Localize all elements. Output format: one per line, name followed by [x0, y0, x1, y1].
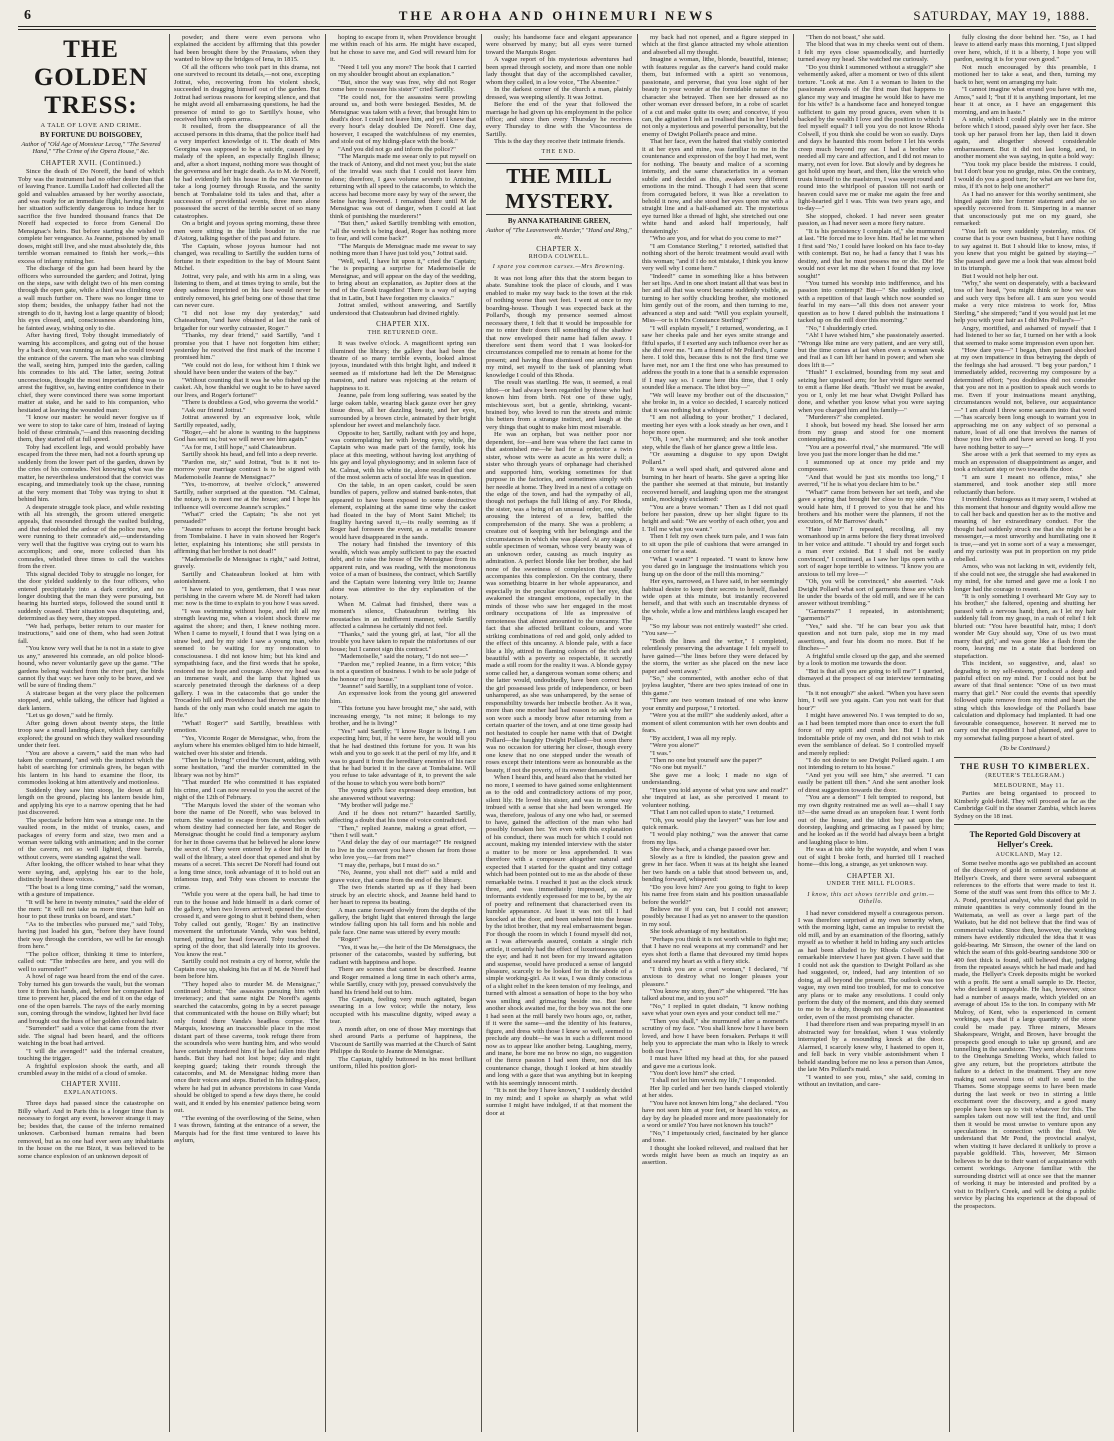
story-text [330, 34, 476, 317]
paragraph: A smile, which I could plainly see in the mirror before which I stood, passed slyly over her face. She took up her parasol from her lap, then laid it down again, and altogether showed considerable embarrassment. But it did not last long, and, in another moment she was saying, in quite a bold way: [954, 115, 1096, 161]
paragraph: Then I felt my own cheek turn pale, and I was fain to sit upon the pile of cushions that were arranged in one corner for a seat. [642, 533, 788, 556]
paragraph: "My brother will judge me." [338, 802, 413, 810]
paragraph: "Hush!" I exclaimed, bounding from my seat and seizing her upraised arm; for her vivid figure seemed to emit a flame like death. "Hush! we must be awake, you or I, only let me hear what Dwight Pollard has done, and whether you know what you were saying when you charged him and his family—" [798, 369, 944, 414]
paragraph: "The evening of the overflowing of the Seine, when I was thrown, fainting at the entrance of a sewer, the Marquis had for the first time ventured to leave his asylum, [174, 1114, 320, 1145]
paragraph: "Ah! I have wished him," she passionately asserted. "Wrongs like mine are very patient, and are very still, but the time comes at last when even a woman weak and frail as I can lift her hand in power; and when she does lift it—" [798, 332, 944, 369]
paragraph: "We will leave my brother out of the discussion," she broke in, in a voice so decided, I scarcely noticed that it was nothing but a whisper. [642, 391, 788, 414]
paragraph: "And that would be just six months too long," I averred, "if he is what you declare him to be." [798, 473, 944, 489]
paragraph: I summoned up at once my pride and my composure. [798, 458, 944, 474]
news-dateline: AUCKLAND, May 12. [995, 852, 1063, 859]
paragraph: "I was." [650, 749, 672, 757]
column-1 [18, 34, 164, 1432]
paragraph: On the table, in an open casket, could be seen bundles of papers, yellow and stained bank-notes, that appeared to have been exposed to some destructive element, explaining at the same time why the casket had floated in the bay of Mont Saint Michel; its fragility having saved it,—its really seeming as if Roger had foreseen the event, as a metallic treasure would have disappeared in the sands. [330, 481, 476, 541]
story-text [486, 34, 632, 146]
paragraph: "Who are you, and for what do you come to me?" [650, 235, 782, 243]
paragraph: "You are a powerful rival," she murmured. "He will love you just the more longer than he did me." [798, 443, 944, 459]
paragraph: A staircase began at the very place the policemen stopped, and, while talking, the officer had lighted a dark lantern. [18, 689, 164, 712]
paragraph: "We could not do less, for without him I think we should have been under the waters of the bay." [174, 361, 320, 377]
paragraph: Imagine a woman, lithe, blonde, beautiful, intense; with features regular as the carver's hand could make them, but informed with a spirit so venomous, passionate, and perverse, that you lose sight of her beauty in your wonder at the formidable nature of the character she betrayed. Then see her dressed as no other woman ever dressed before, in a robe of scarlet of a cut and make quite its own; and conceive, if you can, the agitation I felt as I realised that in her I beheld not only a mysterious and powerful personality, but the enemy of Dwight Pollard's peace and mine. [642, 56, 788, 138]
paragraph: "You turned his worship into indifference, and his passion into contempt? But—" She suddenly cried, with a repetition of that laugh which now sounded so fearful in my ears—"all this does not answer your question as to how I dared publish the insinuations I tacked up on the mill door this morning." [798, 279, 944, 325]
paragraph: "And yet you will see him," she averred. "I can easily be patient till then." And she sent another look of direst suggestion towards the door. [798, 771, 944, 794]
paragraph: "I do not desire to see Dwight Pollard again. I am not intending to return to his house." [798, 756, 944, 772]
paragraph: Opposite to her, Sartilly, radiant with joy and hope, was contemplating her with loving eyes; while, the Captain who was made part of the family, took his place at this meeting, without having lost anything of his gay and loyal physiognomy; and in solemn face of M. Calmat, with his white tie, alone recalled that one of the most solemn acts of social life was in question. [330, 429, 476, 482]
story-text [954, 34, 1096, 742]
paragraph: "There is doubtless a God, who governs the world." [182, 399, 319, 407]
paragraph: "Ask our friend Jottrat." [182, 406, 246, 414]
paragraph: A howl of rage was heard from the end of the cave. Toby turned his gun towards the vault, but the woman tore it from his hands, and, before her companion had time to prevent her, placed the end of it on the edge of one of the open barrels. The rays of the early morning sun, coming through the window, lighted her livid face and brought out the hues of her golden coloured hair. [18, 973, 164, 1025]
paragraph: "I have related to you, gentlemen, that I was near perishing in the cavern where M. de Noreff had taken me: now is the time to explain to you how I was saved. [174, 585, 320, 608]
paragraph: "Is it not enough?" she asked. "When you have seen him, I will see you again. Can you not wait for that hour?" [798, 689, 944, 712]
paragraph: Toby had excellent legs, and would probably have escaped from the three men, had not a fourth sprung up suddenly from the lower part of the garden, drawn by the cries of his comrades. Not knowing what was the matter, he nevertheless understood that the convict was escaping, and immediately took up the chase, running at the very moment that Toby was trying to shut it behind him. [18, 443, 164, 504]
story-text [798, 910, 944, 1089]
to-be-continued: (To be Continued.) [1000, 745, 1050, 753]
story-text [174, 34, 320, 1145]
paragraph: "I may die, perhaps, but I must do so." [338, 861, 440, 869]
paragraph: As I had no answer for this worthy sentiment, she hinged again into her former statement and she so speedily recovered from it. Simpering in a manner that unconsciously put me on my guard, she remarked: [954, 190, 1096, 228]
paragraph: "Well, well, I have hit upon it," cried the Captain; "he is preparing a surprise for Mademoiselle de Mensignac, and will appear on the day of the wedding, to bring about an explanation, as Jupiter does at the end of the Greek tragedies! There is a way of saying that in Latin, but I have forgotten my classics." [330, 257, 476, 302]
paragraph: After going down about twenty steps, the little troop saw a small landing-place, which they carefully explored; the ground on which they walked resounding under their feet. [18, 719, 164, 750]
paragraph: This signal decided Toby to struggle no longer, for the door yielded suddenly to the four officers, who entered precipitately into a dark corridor, and no longer doubting that the man they were pursuing, but hearing his hurried steps, followed the sound until it suddenly ceased. Their situation was disquieting, and, determined as they were, they stopped. [18, 570, 164, 623]
paragraph: "That I am not called upon to state," I returned. [650, 809, 775, 817]
paragraph: "Oh, you would play the lawyer!" was her low and quick remark. [642, 816, 788, 832]
paragraph: "Mademoiselle de Mensignac is right," said Jottrat, gravely. [174, 555, 320, 571]
paragraph: "I would play nothing," was the answer that came from my lips. [642, 831, 788, 846]
paragraph: "Then," replied Jeanne, making a great effort, — "then I will wait." [330, 824, 476, 840]
paragraph: She gave me a look; I made no sign of understanding. [642, 771, 788, 787]
paragraph: The discharge of the gun had been heard by the officers who surrounded the garden; and Jottrat, lying on the steps, saw with delight two of his men coming through the open gate, while a third was climbing over a wall much further on. There was no longer time to stop them; besides, the unhappy father had not the strength to do it, having lost a large quantity of blood; his eyes closed, and, consciousness abandoning him, he fainted away, wishing only to die. [18, 265, 164, 332]
paragraph: It was a well sped shaft, and quivered alone and burning in her heart of hearts. She gave a spring like the panther she seemed at that minute, but instantly recovered herself, and laughing upon me the strangest smile, mockingly exclaimed: [642, 466, 788, 504]
paragraph: A man came forward slowly from the depths of the gallery, the bright light that entered through the large window falling upon his tall form and his noble and pale face. One name was uttered by every mouth: [330, 906, 476, 936]
paragraph: powder; and there were even persons who explained the accident by affirming that this powder had been brought there by the Prussians, when they wanted to blow up the bridges of Iena, in 1815. [174, 34, 320, 64]
paragraph: In the darkest corner of the church a man, plainly dressed, was weeping silently. It was Jottrat. [486, 86, 632, 101]
paragraph: "Jeanne!" said Sartilly, in a suppliant tone of voice. [338, 682, 473, 690]
paragraph: Jottrat answered by an expressive look, while Sartilly repeated, sadly, [174, 414, 320, 429]
paragraph: "But is that all you are going to tell me?" I queried, dismayed at the prospect of our interview terminating thus. [798, 667, 944, 690]
paragraph: "It is not the boy I have known," I suddenly decided in my mind; and I spoke as sharply as what wild surmise I might have indulged, if at that moment the door at [486, 1087, 632, 1117]
paragraph: "Then he is living!" cried the Viscount, adding, with some hesitation, "and the murder committed in the library was not by him?" [174, 756, 320, 779]
paragraph: This incident, so suggestive, and, alas! so degrading to my self-esteem, produced a deep and painful effect on my mind. For I could not but be aware of that final sentence: "One of us two must marry that girl." Nor could the events that speedily followed quite remove from my mind and heart the sting which this knowledge of the Pollard's base calculation and diplomacy had implanted. It had one favourable consequence, however. It nerved me to carry out the expedition I had planned, and gave to my somewhat failing purpose a heart of steel. [954, 660, 1096, 742]
story-text [798, 34, 944, 869]
paragraph: When M. Calmat had finished, there was a moment's silence, Chateaubrun twirling his moustaches in an indifferent manner, while Sartilly affected a calmness he certainly did not feel. [330, 600, 476, 631]
paragraph: Jottrat smiled, without answering, and Sartilly understood that Chateaubrun had divined rightly. [330, 302, 476, 317]
paragraph: "Were you alone?" [650, 742, 700, 750]
paragraph: "I know our master: he would never forgive us if we were to stop to take care of him, instead of laying hold of these criminals,"—and this reasoning deciding them, they started off at full speed. [18, 414, 164, 444]
paragraph: The Captain, feeling very much agitated, began swearing in a low voice; while the notary, less occupied with his masculine dignity, wiped away a tear. [330, 996, 476, 1026]
paragraph: A month after, on one of those May mornings that shed around Paris a perfume of happiness, the Viscount de Sartilly was married at the Church of Saint Philippe du Roule to Jeanne de Mensignac. [330, 1025, 476, 1056]
paragraph: "Yes, Vicomte Roger de Mensignac, who, from the asylum where his enemies obliged him to hide himself, watched over his sister and friends. [174, 734, 320, 757]
paragraph: The notary had finished the inventory of this wealth, which was amply sufficient to pay the exacted debt, and to raise the house of De Mensignac from its apparent ruin, and was reading, with the monotonous voice of a man of business, the contract, which Sartilly and the Captain were listening very little to; Jeanne alone was attentive to the dry explanation of the notary. [330, 541, 476, 601]
the-end-label: THE END. [541, 148, 577, 155]
paragraph: "Jeanne refuses to accept the fortune brought back from Tombalaine. I have in vain showed her Roger's letter, explaining his intentions; she still persists in affirming that her brother is not dead!" [174, 525, 320, 556]
paragraph: "The Marquis de Mensignac made me swear to say nothing more than I have just told you," Jottrat said. [330, 242, 476, 258]
page-columns [18, 34, 1096, 1434]
paragraph: "The boat is a long time coming," said the woman, with a gesture of impatience. [18, 883, 164, 899]
paragraph: "Then no one but yourself saw the paper?" [650, 756, 763, 764]
paragraph: "You are a demon!" I felt tempted to respond, but my own dignity restrained me as well as—shall I say it?—the same dread as an unspoken fear. I went forth out of the house, and the idiot boy sat upon the doorstep, laughing and grimacing as I passed by him; and he looked as if the world had always been a bright and laughing place to him. [798, 794, 944, 846]
paragraph: "Indeed!" came in something like a hiss between her set lips. And in one short instant all that was best in her and all that was worst became suddenly visible, as turning to her softly chuckling brother, she motioned him gently out of the room, and then turning to me, advanced a step and said: "Will you explain yourself, Miss—or is it Mrs Constance Sterling?" [642, 272, 788, 325]
paragraph: "I think you are a cruel woman," I declared, "if anxious to destroy what no longer pleases your pleasure." [642, 965, 788, 988]
story-title-golden-tress: THE GOLDEN TRESS: [33, 36, 149, 119]
paragraph: "Oh, I see," she murmured; and she took another step, while the flash of her glance grew a little less. [642, 436, 788, 451]
paragraph: "Pardon me," replied Jeanne, in a firm voice; "this is not a question of business. I wish to be sole judge of the honour of my house." [330, 660, 476, 683]
paragraph: "Hate him?" I repeated, recoiling, all my womanhood up in arms before the fiery threat involved in her voice and attitude. "I should try and forget such a man ever existed. But I shall not be easily convinced," I continued, as I saw her lips open with a sort of eager hope terrible to witness. "I know you are anxious to tell my love—" [798, 525, 944, 578]
paragraph: "It will be here in twenty minutes," said the elder of the men: "it will not take us more time than half an hour to put these trunks on board, and start." [18, 898, 164, 921]
paragraph: "I am sure I meant no offence, miss," she stammered, and took another step still more reluctantly than before. [954, 473, 1096, 496]
short-rule [539, 159, 579, 160]
paragraph: "That murder! He who committed it has expiated his crime, and I can now reveal to you the secret of the night of the 12th of February. [174, 779, 320, 802]
section-rule [954, 757, 1096, 758]
story-text [18, 1100, 164, 1160]
paragraph: Her lip curled and her two hands clasped violently at her sides. [642, 1084, 788, 1100]
paragraph: He was at his side by the wayside, and when I was out of sight I broke forth, and hurried till I reached home—this long, a strange, as yet unknown way. [798, 846, 944, 869]
paragraph: She stopped, choked. I had never seen greater passion, as I had never seen a more fiery nature. [798, 212, 944, 228]
paragraph: "The police officer, thinking it time to interfere, called out: "The imbeciles are here, and you will do well to surrender!" [18, 950, 164, 973]
paragraph: Believe me if you can, but I could not answer; possibly because I had as yet no answer to the question in my soul. [642, 906, 788, 928]
paragraph: But I would not help her out. [962, 272, 1039, 280]
paragraph: Amos, who was not lacking in wit, evidently felt, if she could not see, the struggle she had awakened in my mind, for she turned and gave me a look I no longer had the courage to resent. [954, 563, 1096, 593]
paragraph: Jeanne, pale from long suffering, was seated by the large oaken table, wearing black gauze over her grey tissue dress, all her dazzling beauty, and her eyes, surrounded by a brown circle, animated by their bright splendour her sweet and melancholy face. [330, 392, 476, 430]
paragraph: "You know very well that he is not in a state to give us any," answered his comrade, an old police blood-hound, who never voluntarily gave up the game. "The gardens belong watched from the river part, the birds cannot fly that way: we have only to be brave, and we will be sure of finding them." [18, 645, 164, 690]
paragraph: I had therefore risen and was preparing myself in an abstracted way for breakfast, when I was violently interrupted by a resounding knock at the door. Alarmed, I scarcely knew why, I hastened to open it, and fell back in very visible astonishment when I beheld standing before me no less a person than Amos, the late Mrs Pollard's maid. [798, 1021, 944, 1074]
paragraph: "I did not lose my day yesterday," said Chateaubrun, "and have obtained at last the rank of brigadier for our worthy cuirassier, Roger." [174, 309, 320, 332]
paragraph: "The Marquis made me swear only to put myself on the track of Antony, and did not meet you; but the state of the invalid was such that I could not leave him alone; therefore, I gave volume seventh to Antoine, returning with all speed to the catacombs, to which the access had become more easy by way of the sewer, the Seine having lowered. I remained there until M de Mensignac was out of danger, when I could at last think of punishing the murderers!" [330, 153, 476, 220]
column-divider [325, 34, 326, 1432]
section-rule [954, 824, 1096, 825]
news-dateline: MELBOURNE, May 11. [993, 782, 1065, 789]
paragraph: "We had, perhaps, better return to our master for instructions," said one of them, who had seen Jottrat fall. [18, 622, 164, 645]
column-divider [637, 34, 638, 1432]
paragraph: The result was startling. He was, it seemed, a real idiot—or had always been regarded by those who had known him from birth. Not one of these ugly, mischievous sort, but a gentle, shrinking, vacant-brained boy, who loved to run the streets and mimic his betters from a strange instinct, and laugh at the very things that ought to make him most miserable. [486, 379, 632, 431]
paragraph: "He could not, for the assassins were prowling around us, and both were besieged. Besides, M. de Mensignac was taken with a fever, that brought him to death's door. I could not leave him, and yet I knew that every hour's delay doubled De Noreff. One day, however, I escaped the watchfulness of my enemies, and stole out of my hiding-place with the book." [330, 93, 476, 146]
news-source: (REUTER'S TELEGRAM.) [985, 772, 1065, 779]
paragraph: "I wanted to see you, miss," she said, coming in without an invitation, and care- [798, 1073, 944, 1088]
paragraph: "Do you love him? Are you going to fight to keep his name free from stain and his position unassailable before the world?" [642, 883, 788, 906]
paragraph: "Thanks, my dear friend," said Sartilly, "and I promise you that I have not forgotten him either; yesterday he received the first mark of the income I promised him." [174, 332, 320, 362]
paragraph: "Yes," said she. "If he can bear you ask that question and not turn pale, stop me in my mad assertions, and fear his doom no more. But if he flinches—" [798, 622, 944, 653]
paragraph: "Yes, it was he,—the heir of the De Mensignacs, the prisoner of the catacombs, wasted by suffering, but radiant with happiness and hope. [330, 943, 476, 966]
chapter-subtitle: RHODA COLWELL. [528, 253, 590, 260]
paragraph: "Surrender!" said a voice that came from the river side. The signal had been heard, and the officers watching in the boat had arrived. [18, 1025, 164, 1048]
chapter-subtitle: EXPLANATIONS. [63, 1089, 119, 1096]
story-subtitle: A TALE OF LOVE AND CRIME. [40, 122, 142, 129]
story-byline: BY FORTUNE DU BOISGOBEY, [40, 131, 142, 140]
paragraph: "They hoped also to murder M. de Mensignac," continued Jottrat; "the assassins pursuing him with inveteracy; and that same night De Noreff's agents searched the catacombs, going in by a secret passage that communicated with the house on Billy wharf; but only found there Vanda's headless corpse. The Marquis, knowing an inaccessible place in the most distant part of these caverns, took refuge there from the scoundrels who were hunting him, and who would have certainly murdered him if he had fallen into their hands. But they had not lost hope; day and night keeping guard; taking their rounds through the catacombs, and M. de Mensignac hiding more than once their voices and steps. Buried in his hiding-place, where he had put in advance provisions in case Vanda should be obliged to spend a few days there, he could wait, and it ended by his enemies' patience being worn out. [174, 980, 320, 1115]
story-author-works: Author of "Old Age of Monsieur Lecoq," "The Severed Hand," "The Crime of the Opera House," &c. [21, 140, 161, 156]
column-divider [169, 34, 170, 1432]
paragraph: "I shall not let him wreck my life," I responded. [650, 1077, 777, 1085]
paragraph: "What I want?" I repeated. "I want to know how you dared go in language the insinuations which you hung up on the door of the mill this morning." [642, 555, 788, 578]
paragraph: "Then you shall," she murmured after a moment's scrutiny of my face. "You shall know how I have been loved, and how I have been forsaken. Perhaps it will help you to appreciate the man who is likely to wreck both our lives." [642, 1017, 788, 1055]
paragraph: A vague report of his mysterious adventures had been spread through society, and more than one noble lady thought that day of the accomplished cavalier, whom they called, in a low voice, "The Absentee." [486, 56, 632, 86]
column-divider [793, 34, 794, 1432]
chapter-heading: CHAPTER X. [536, 244, 582, 253]
story-title-mill-mystery: THE MILL MYSTERY. [486, 163, 632, 215]
news-headline-hellyers-creek: The Reported Gold Discovery at Hellyer's Creek. [969, 830, 1081, 850]
paragraph: She arose with a jerk that seemed to my eyes as much an expression of disappointment as anger, and took a reluctant step or two towards the door. [954, 451, 1096, 474]
chapter-epigraph: I know, this act shows terrible and grim.—Othello. [807, 891, 935, 906]
masthead-rule-thin [18, 29, 1096, 30]
paragraph: "And you did not go and inform the police?" [338, 145, 456, 153]
paragraph: "But then," asked Sartilly trembling with emotion, "all the wretch is being dead, Roger has nothing more to fear, and will come back?" [330, 220, 476, 243]
paragraph: I might have answered No. I was tempted to do so, as I had been tempted more than once to exert the full force of my spirit and crush her. But I had an indomitable pride of my own, and did not wish to risk even the semblance of defeat. So I controlled myself and merely replied: [798, 712, 944, 757]
paragraph: "By accident, I was all my reply. [650, 734, 737, 742]
paragraph: Of all the officers who took part in this drama, not one survived to recount its details,—not one, excepting Jottrat, who, recovering from his violent shock, succeeded in dragging himself out of the garden. But Jottrat had serious reasons for keeping silence, and that he might avoid all embarrassing questions, he had the presence of mind to go to Sartilly's house, who received him with open arms. [174, 63, 320, 123]
paragraph: Suddenly they saw him stoop, lie down at full length on the ground, placing his lantern beside him, and applying his eye to a narrow opening that he had just discovered. [18, 786, 164, 817]
column-3 [330, 34, 476, 1432]
paragraph: "Garments?" I repeated, in astonishment; "garments?" [798, 607, 944, 623]
paragraph: I shook, but bowed my head. She loosed her arm from my grasp and stood for one moment contemplating me. [798, 421, 944, 444]
paragraph: Angry, mortified, and ashamed of myself that I had listened to her so far, I turned on her with a look that seemed to make some impression even upon her. [954, 324, 1096, 347]
paragraph: The blood that was in my cheeks went out of them. I felt my eyes close spasmodically, and hurriedly turned away my head. She watched me curiously. [798, 41, 944, 64]
paragraph: A frightful explosion shook the earth, and all crumbled away in the midst of a cloud of smoke. [18, 1062, 164, 1077]
paragraph: The two friends started up as if they had been struck by an electric shock, and Jeanne held hand to her heart to repress its beating. [330, 884, 476, 907]
story-text [486, 275, 632, 1117]
paragraph: "It is only something I overheard Mr Guy say to his brother," she faltered, opening and shutting her parasol with a nervous hand; then, as I let my hair suddenly fall from my grasp, in a rush of relief I felt blurted out: "You have beautiful hair, miss; I don't wonder Mr Guy should say, 'One of us two must marry that girl,' and was gone like a flash from the room, leaving me in a state that bordered on stupefaction. [954, 592, 1096, 660]
paragraph: "Mademoiselle," said the notary, "I do not see—" [338, 653, 469, 661]
paragraph: "As for me, I still hope," said Chateaubrun. [182, 443, 297, 451]
masthead-rule [18, 26, 1096, 27]
paragraph: She drew back, and a change passed over her. [650, 846, 771, 854]
paragraph: She took advantage of my hesitation. [650, 928, 748, 936]
paragraph: "What! Roger?" said Sartilly, breathless with emotion. [174, 719, 320, 735]
paragraph: "No one but myself." [650, 764, 706, 772]
column-divider [949, 34, 950, 1432]
chapter-heading: CHAPTER XVII. (Continued.) [40, 158, 142, 167]
paragraph: "What?" cried the Captain; "is she not yet persuaded?" [174, 511, 320, 526]
paragraph: "How dare you—" I began, then paused shocked at my own impatience in thus betraying the depth of the feelings she had aroused. "I beg your pardon," I immediately added, recovering my composure by a determined effort; "you doubtless did not consider that you are not in a position to speak such words to me. Even if your insinuations meant anything, circumstances would not, believe, our acquaintance—" I am afraid I threw some sarcasm into that word—"has scarcely been long enough to warrant you in approaching me on any subject of so personal a nature, least of all one that involves the names of those you live with and have served so long. If you have nothing better to say—" [954, 347, 1096, 451]
chapter-heading: CHAPTER XI. [846, 871, 896, 880]
paragraph: The spectacle before him was a strange one. In the vaulted room, in the midst of trunks, cases, and packages of every form and size, two men and a woman were talking with animation; and in the corner of the cavern, not so well lighted, three barrels, without covers, were standing against the wall. [18, 816, 164, 861]
paragraph: "Why," she went on desperately, with a backward toss of her head, "you might think or how we was and such very tips before all. I am sure you would make a very nice mistress to work for, Miss Sterling," she simpered; "and if you would just let me help you with your hair as I did Mrs Pollard's—" [954, 279, 1096, 325]
paragraph: "I will die avenged!" said the infernal creature, touching the trigger. [18, 1047, 164, 1063]
paragraph: "You took my place beside the mistress. I could, but I don't bear you no grudge, miss. On the contrary, I would do you a good turn; for what are we here for, miss, if it's not to help one another?" [954, 160, 1096, 191]
paragraph: There are scenes that cannot be described. Jeanne and Roger remained a long time in each other's arms, while Sartilly, crazy with joy, pressed convulsively the hand his friend held out to him. [330, 966, 476, 996]
paragraph: "While you were at the opera ball, he had time to run to the house and hide himself in a dark corner of the gallery, when two lovers arrived; opened the door; crossed it, and were going to shut it behind them, when Toby called out gently, 'Roger.' By an instinctive movement the unfortunate Vanda, who was behind, turned, putting her head forward. Toby touched the spring of the door, that slid laterally into its grooves. You know the rest." [174, 891, 320, 958]
paragraph: "Need I tell you any more? The book that I carried on my shoulder brought about an explanation." [330, 63, 476, 79]
paragraph: "So," she commented, with another echo of that joyless laughter, "there are two spies instead of one in this game." [642, 674, 788, 697]
column-divider [481, 34, 482, 1432]
paragraph: "This fortune you have brought me," she said, with increasing energy, "is not mine; it belongs to my brother, and he is living!" [330, 705, 476, 728]
paragraph: "You left us very suddenly yesterday, miss. Of course that is your own business, but I have nothing to say against it. But I should like to know, miss, if you knew that you might be gained by staying—" She paused and gave me a look that was almost bold in its triumph. [954, 227, 1096, 273]
paragraph: After having fired, Toby thought immediately of warning his accomplices, and going out of the house by a back door, was running as fast as he could toward the entrance of the cavern. The man who was climbing the wall, seeing him, jumped into the garden, calling his comrades to his aid. The latter, seeing Jottrat unconscious, thought the most important thing was to arrest the fugitive, so, having entire confidence in their chief, they were convinced there was some important matter at stake, and he said to his companion, who hesitated at leaving the wounded man: [18, 332, 164, 414]
issue-date: SATURDAY, MAY 19, 1888. [913, 8, 1090, 23]
paragraph: "I was swimming without hope, and felt all my strength leaving me, when a violent shock threw me against the shore; and then, I knew nothing more. When I came to myself, I found that I was lying on a straw bed, and by my side I saw a young man, who seemed to be waiting for my restoration to consciousness. I did not know him; but his kind and sympathising face, and the first words that he spoke, restored me to hope and courage. Above my head was an immense vault, and the lamp that lighted us scarcely penetrated through the darkness of a deep gallery. I was in the catacombs that go under the Trocadéro hill and Providence had thrown me into the hands of the only man who could snatch me again to life." [174, 607, 320, 720]
paragraph: "Both the lines and the writer," I completed, relentlessly preserving the advantage I felt myself to have gained—"the lines before they were defaced by the storm, the writer as she placed on the new lace paper and went away." [642, 637, 788, 675]
story-text [642, 34, 788, 1167]
paragraph: "No," I replied in quiet disdain, "I know nothing save what your own eyes and your conduct tell me." [642, 1002, 788, 1018]
chapter-subtitle: UNDER THE MILL FLOORS. [826, 881, 916, 888]
paragraph: "Pardon me, sir," said Jottrat, "but is it not to-morrow your marriage contract is to be signed with Mademoiselle Jeanne de Mensignac?" [174, 458, 320, 481]
paragraph: Three days had passed since the catastrophe on Billy wharf. And in Paris this is a longer time than is necessary to forget any event, however strange it may be; besides that, the cause of the inferno remained unknown. Carbonised human remains had been removed, but as no one had ever seen any inhabitants in the house on the rue Bizot, it was believed to be some chance explosion of an unknown deposit of [18, 1100, 164, 1160]
paragraph: Since the death of Do Noreff, the band of which Toby was the instrument had no other desire than that of leaving France. Lumilla Ludoff had collected all the gold and valuables amassed by her worthy associate, and was ready for an immediate flight, having thought her situation sufficiently dangerous to induce her to sacrifice the five hundred thousand francs that De Noreff had expected to force from General Do Mensignac's heirs. But before starting she wished to complete her vengeance. As Jeanne, poisoned by small doses, might still live, and she must absolutely die, this terrible woman remained to finish her work,—this excess of infamy ruining her. [18, 168, 164, 265]
paragraph: Before the end of the year that followed the marriage he had given up his employment in the police office; and since then every Thursday he receives every Thursday to dine with the Viscountess de Sartilly. [486, 101, 632, 138]
paragraph: "Then do not boast," she said. [806, 34, 885, 41]
paper-title: THE AROHA AND OHINEMURI NEWS [398, 8, 716, 23]
column-2 [174, 34, 320, 1432]
paragraph: "Yes!" said Sartilly; "I know Roger is living. I am expecting him; but, if he were here, he would tell you that he had destined this fortune for you. It was his wish and you to go seek it at the peril of my life, and it was to guard it from the hereditary enemies of his race that he had buried it in the cave at Tombalaine. Will you refuse to take advantage of it, to prevent the sale of the house to which you were both born?" [330, 727, 476, 787]
paragraph: "It is his persistency I complain of," she murmured at last. "He forced me to love him. Had he let me when I first said 'No,' I could have looked on his face to-day with contempt. But no, he had a fancy that I was his destiny, and that he must possess me or die. Die! He would not ever let me die when I found that my love sought!" [798, 227, 944, 280]
page-number: 6 [24, 8, 32, 23]
story-author-works: Author of "The Leavenworth Murder," "Hand and Ring," etc. [486, 226, 632, 242]
paragraph: And if he does not return?" hazarded Sartilly, affecting a doubt that his tone of voice contradicted. [330, 809, 476, 825]
paragraph: "I cannot imagine what errand you have with me, Amos," said I; "but if it is anything important, let me hear it at once, as I have an engagement this morning, and am in haste." [954, 86, 1096, 116]
paragraph: After looking, the officer wished to hear what they were saying, and, applying his ear to the hole, distinctly heard these voices. [18, 861, 164, 884]
paragraph: Slowly as a fire is kindled, the passion grew and grew in her face. When it was at its height she leaned her two hands on a table that stood between us, and, bending forward, whispered: [642, 853, 788, 884]
news-headline-kimberley: THE RUSH TO KIMBERLEX. [959, 761, 1091, 771]
chapter-subtitle: THE RETURNED ONE. [367, 329, 439, 336]
column-4 [486, 34, 632, 1432]
column-7 [954, 34, 1096, 1432]
paragraph: I thought she looked relieved, and realised that her words might have been as much an inquiry as an assertion. [642, 1144, 788, 1167]
paragraph: "Perhaps you think it is not worth while to fight me; that I have no real weapons at my command? and her eyes shot forth a flame that devoured my timid hopes and seared my heart as with a fiery stick. [642, 935, 788, 966]
paragraph: "Murderers?" she completed. [806, 414, 883, 422]
chapter-heading: CHAPTER XVIII. [61, 1080, 121, 1089]
news-text: Some twelve months ago we published an account of the discovery of gold in cement or sandstone at Hellyer's Creek, and there were several subsequent references to the efforts that were made to test it. Some of the stuff was sent from this office to Mr J. A. Pond, provincial analyst, who stated that gold in minute quantities is very commonly found in the Waitemata, as well as over a large part of the Waikato, but he did not believe that the find was of commercial value. Since then, however, the working miners have evidently ridiculed the idea that it was gold-bearing. Mr Simson, the owner of the land on which the seam of this gold-bearing sandstone 300 or 400 feet thick is found, still believed that, judging from the repeated assays which he had made and had made, the Hellyer's Creek deposits might be worked with a profit. He sent a small sample to Dr. Hector, who declared it unpayable. He has, however, since had a number of assays made, which yielded on an average of about 15s to the ton. In company with Mr Mulroy, of Kent, who is experienced in cement workings, says that if a large quantity of the stone could be made pay. Three miners, Messrs Shakespeare, Wright, and Brown, have brought the prospects good enough to take up ground, and are tunnelling in the sandstone. They sent about four tons to the Onehunga Smelting Works, which failed to give any return, but the proprietors attribute the failure to a defect in the treatment. They are now making out several tons of stuff to send to the Thames. Some stoppage seems to have been made during the last week or two in stirring a little excitement over the discovery, and a good many people have been up to visit whatever for this. The samples taken out now will test the find, and until then it would be most unwise to venture upon any speculations in connection with the find. We understand that Mr Pond, the provincial analyst, when visiting it have declared it unlikely to prove a payable goldfield. This, however, Mr Simson believes to be due to their want of acquaintance with cement workings. Anyone familiar with the surrounding district will at once see that the manner of working it may be interested and profited by a visit to Hellyer's Creek, and will be doing a public service by placing his experience at the disposal of the prospectors. [954, 859, 1096, 1210]
paragraph: The Captain, whose joyous humour had not changed, was recalling to Sartilly the sudden turns of fortune in their expedition to the bay of Mount Saint Michel. [174, 242, 320, 273]
paragraph: "Oh, you will be convinced," she asserted. "Ask Dwight Pollard what sort of garments those are which lie under the boards of the old mill, and see if he can answer without trembling." [798, 578, 944, 608]
chapter-epigraph: I spare you common curses.—Mrs Browning. [492, 264, 626, 271]
paragraph: "You are above a cavern," said the man who had taken the command, "and with the instinct which the habit of searching for criminals gives, he began with his lantern in his hand to examine the floor, its commodes looking at him attentively and motionless. [18, 749, 164, 787]
paragraph: I had never considered myself a courageous person. I was therefore surprised at my own temerity when, with the morning light, came an impulse to revisit the old mill, and by an examination of the flooring, satisfy myself as to whether it held in hiding any such articles as had been alluded to by Rhoda Colwell in the remarkable interview I have just given. I have said that I could not ask the question to Dwight Pollard as she had suggested, or, indeed, had any intention of so doing, at all beyond the present. The outlook was too vague, my own mind too troubled, for me to conceive any plans or to make any resolutions. I could only perform the duty of the moment, and this duty seemed to me to be a duty, though not one of the pleasantest order, even of the most promising character. [798, 909, 944, 1021]
paragraph: On a bright and joyous spring morning, these three men were sitting in the little boudoir in the rue d'Astorg, talking together of the past and future. [174, 220, 320, 243]
paragraph: It was twelve o'clock. A magnificent spring sun illumined the library; the gallery that had been the theatre of so many terrible events, looked almost joyous, inundated with this bright light, and indeed it seemed as if misfortune had left the De Mensignac mansion, and nature was rejoicing at the return of happiness to it. [330, 340, 476, 392]
paragraph: "The Marquis loved the sister of the woman who bore the name of De Noreff, who was beloved in return. She wanted to escape from the wretches with whom destiny had connected her fate, and Roger de Mensignac thought he could find a temporary asylum for her in those caverns that he believed he alone knew the secret of. They were entered by a door hid in the wall of the library, a steel door that opened and shut by means of a secret. This secret De Noreff had found out a long time since, took advantage of it to hold out an infamous trap, and Toby was chosen to execute the crime. [174, 801, 320, 891]
paragraph: "You are a brave woman." Then as I did not quail before her passion, drew up her slight figure to its height and said: "We are worthy of each other, you and I. Tell me what you want." [642, 503, 788, 533]
story-text [330, 340, 476, 1070]
news-text: Parties are being organised to proceed to Kimberly gold-field. They will proceed as far as the Cambridge Gulf in the steamer Zambia, which leaves Sydney on the 18 inst. [954, 790, 1096, 820]
paragraph: "And delay the day of our marriage?" He resigned to live in the convent you have chosen far from those who love you,—far from me?" [330, 839, 476, 862]
paragraph: This is the day they receive their intimate friends. [494, 138, 625, 146]
paragraph: "Let us go down," said he firmly. [26, 712, 114, 720]
paragraph: I trembled. Outrageous as it may seem, I wished at this moment that honour and dignity would allow me to call her back and question her as to the motive and meaning of her extraordinary conduct. For the thought had suddenly struck me that she might be a messenger,—a most unworthy and humiliating one it is true,—and yet in some sort of a way a messenger, and my curiosity was put in proportion on my pride rebelled. [954, 496, 1096, 563]
paragraph: "But, since the way was free, why did not Roger come here to reassure his sister?" cried Sartilly. [330, 78, 476, 94]
paragraph: ously; his handsome face and elegant appearance were observed by many; but all eyes were turned toward the Marquis Roger. [486, 34, 632, 56]
paragraph: "Thanks," said the young girl, at last, "for all the trouble you have taken to repair the misfortunes of our house; but I cannot sign this contract." [330, 630, 476, 653]
paragraph: "No," I shudderingly cried. [806, 324, 878, 332]
paragraph: Not much encouraged by this preamble, I motioned her to take a seat, and then, turning my back to her, went on arranging my hair. [954, 63, 1096, 86]
paragraph: fully closing the door behind her. "So, as I had leave to attend early mass this morning, I just slipped over here, which, if it is a liberty, I hope you will pardon, seeing it is for your own good." [954, 34, 1096, 64]
paragraph: "Yes, to-morrow, at twelve o'clock," answered Sartilly, rather surprised at the question. "M. Calmat, the notary, is to meet me at the house; and I hope his influence will overcome Jeanne's scruples." [174, 481, 320, 511]
paragraph: An expressive look from the young girl answered him. [330, 690, 476, 705]
paragraph: That her face, even the hatred that visibly contorted it at her eyes and mine, was familiar to me in the countenance and expression of the boy I had met, went for nothing. The beauty and malice of a scorning intensity, and the same characteristics in a woman subtle and decided as this, awaken very different emotions in the mind. Though I had seen that scene from corrugated before, it was like a revelation to behold it now, and she stood her eyes upon me with a straight line and a half-ashamed air. The mysterious eye turned like a thread of light, she stretched out one white hand and asked half imperiously, half threateningly: [642, 138, 788, 235]
paragraph: Her eyes, narrowed, as I have said, in her seemingly habitual desire to keep their secrets to herself, flashed wide open at this minute, but instantly recovered herself, and that with such an inscrutable dryness of the whole, while a low and mirthless laugh escaped her lips. [642, 578, 788, 623]
paragraph: A desperate struggle took place, and while resisting with all his strength, the groom uttered energetic appeals, that resounded through the vaulted building, and that redoubled the ardour of the police men, who were running to their comrade's aid,—understanding very well that the fugitive was crying out to warn his accomplices; and one, more collected than his comrades, whistled three times to call the watches from the river. [18, 503, 164, 571]
column-6 [798, 34, 944, 1432]
paragraph: The young girl's face expressed deep emotion, but she answered without wavering: [330, 787, 476, 802]
paragraph: "Without counting that it was he who fished up the casket. Ah, how thankful we ought to be to have saved our lives, and Roger's fortune!" [174, 376, 320, 399]
paragraph: "Have you told anyone of what you saw and read?" she inquired at last, as she perceived I meant to volunteer nothing. [642, 786, 788, 809]
paragraph: "Roger,—ah! he alone is wanting to the happiness God has sent us; but we will never see him again." [174, 429, 320, 444]
paragraph: Sartilly could not restrain a cry of horror, while the Captain rose up, shaking his fist as if M. de Noreff had been before him. [174, 958, 320, 981]
paragraph: "Do you think I summoned without a struggle?" she vehemently asked, after a moment or two of this silent torture. "Look at me. Am I a woman to listen to the passionate avowals of the first man that happens to glance my way and imagine he would like to have me for his wife? Is a handsome face and honeyed tongue sufficient to gain my proud graces, even when it is backed by the wealth I love and the position to which I feel myself equal? I tell you you do not know Rhoda Colwell, if you think she could be won so easily. Days and days he haunted this room before I let his words creep much beyond my ear. I had a brother who needed all my care and affection, and I did not mean to marry, not even for love. But slowly and by degrees he got hold upon my heart, and then, like the wretch who trusts himself to the maelstrom, I was swept round and round into the whirlpool of passion till not earth or heaven could save me or make me again the free and light-hearted girl I was. This was two years ago, and to-day—" [798, 63, 944, 213]
paragraph: When I heard this, and heard also that he visited her no more, I seemed to have gained some enlightenment as to the odd and contradictory actions of my poor, silent lily. He loved his sister, and was in some way imbued with a sense that she had been wronged. He was, therefore, jealous of any one who had, or seemed to have, gained the affection of the man who had possibly forsaken her. Yet even with this explanation of his conduct, there was much for which I could not account, making my intended interview with the sister a matter to be more or less apprehended. It was therefore with a composure altogether natural and expected that I started for the quaint and tiny cottage which had been pointed out to me as the abode of these remarkable twins. I reached it just as the clock struck three, and was immediately impressed, as my informants evidently expressed for me to be, by the air of poetry and refinement that characterised even its humble appearance. At least it was not till I had knocked at the door, and been ushered into the house by the idiot brother, that my real embarrassment began. For though the room in which I found myself did not, as I was afterwards assured, contain a single rich article, it certainly had the effect of luxuriousness upon the eye; and had it not been for my inward agitation and suspense, would have produced a sense of languid pleasure, scarcely to be looked for in the abode of a simple working-girl. As it was, I was dimly conscious of a slight relief in the keen tension of my feelings, and turned with almost a sensation of hope to the boy who was smiling and grimacing beside me. But here another shock awaited me, for the boy was not the one I had seen at the mill barely two hours ago, or, rather, if it were the same—and the identity of his features, figure, and dress with those I knew so well, seemed to preclude any doubt—he was in such a different mood now as to appear like another being. Laughing, merry, and inane, he bore me no brow no sign, no suggestion of the fierce passion I had seen there, nor did his countenance change, though I looked at him steadily and long with a gaze that was anything but in keeping with his seemingly innocent mirth. [486, 774, 632, 1087]
paragraph: "You have not known him long," she declared. "You have not seen him at your feet, or heard his voice, as day by day he pleaded more and more passionately for a word or smile? You have not known his touch?" [642, 1099, 788, 1130]
paragraph: "You know my story, then?" she whispered. "He has talked about me, and to you so?" [642, 988, 788, 1003]
paragraph: my back had not opened, and a figure stepped in which at the first glance attracted my whole attention and absorbed all my thought. [642, 34, 788, 56]
paragraph: It was not long after this that the storm began to abate. Sunshine took the place of clouds, and I was enabled to make my way back to the town at the risk of nothing worse than wet feet. I went at once to my boarding-house. Though I was expected back at the Pollard's, though my presence seemed almost necessary there, I felt that it would be impossible for me to enter their doors till something of the shadow that now enveloped their name had fallen away. I therefore sent them word that I was looked-for circumstances compelled me to remain at home for the present; and having thus dismissed one anxiety from my mind, set myself to the task of planning what knowledge I could of this Rhoda. [486, 274, 632, 379]
paragraph: Sartilly and Chateaubrun looked at him with astonishment. [174, 570, 320, 586]
paragraph: "As to the imbeciles who pursued me," said Toby, having just loaded his gun, "before they have found their way through the corridors, we will be far enough from here." [18, 920, 164, 951]
paragraph: "Roger!" [338, 936, 362, 944]
paragraph: "Or assuming a disguise to spy upon Dwight Pollard." [642, 451, 788, 466]
paragraph: A frightful smile closed up the gap, and she seemed by a look to motion me towards the door. [798, 652, 944, 668]
paragraph: "You don't love him?" she cried. [650, 1069, 736, 1077]
story-byline: By ANNA KATHARINE GREEN, [507, 217, 611, 226]
paragraph: He was an orphan, but was neither poor nor dependent, for—and here was where the fact came in that astonished me—he had for a protector a twin sister, whose wits were as acute as his were dull; a sister who through years of orphanage had cherished and supported him, working sometimes for that purpose in the factories, and sometimes simply with her needle at home. They lived in a nest of a cottage on the edge of the town, and had the sympathy of all, though not perhaps the full liking of any. For Rhoda, the sister, was a being of an unusual order, one, while arousing the interest of a few, baffled the comprehension of the many. She was a problem; a creature out of keeping with her belongings and the circumstances in which she was placed. At any stage, a subtle specimen of woman, whose very beauty was of an unknown order, causing as much inquiry as admiration. A perfect blonde like her brother, she had none of the sweetness of complexion that usually accompanies this complexion. On the contrary, there was something bizarre in her whole appearance, and especially in the peculiar expression of her eye, that awakened the strangest emotions, especially in the minds of those who saw her engaged in the most ordinary occupations of life as impressive of remoteness that almost amounted to the uncanny. The fact that she affected brilliant colours, and wore striking combinations of red and gold, only added to the effect of this uncanny. A blonde pale, with a face like a lily, attired in flaming colours of the rich and beautiful with a poverty so respectable, it secretly made a still room for the reality it was. A blonde gypsy some called her, a dangerous woman some others; and the latter would, undoubtedly, have been correct had the girl possessed less pride of independence, or been unhampered, as she was unhampered, by the sense of responsibility towards her imbecile brother. As it was, more than one mother had had reason to ask why her son wore such a moody brow after returning from a certain quarter of the town, and at one time gossip had not hesitated to couple her name with that of Dwight Pollard—the haughty Dwight Pollard—but soon there was no occasion for uttering her closer, though every one knew that no one stepped under the wreath of roses except their intentions were as honourable as the beauty, if not the poverty, of its owner demanded. [486, 431, 632, 774]
paragraph: "No, Jeanne, you shall not die!" said a mild and grave voice, that came from the end of the library. [330, 869, 476, 884]
paragraph: "No," I impetuously cried, fascinated by her glance and tone. [642, 1129, 788, 1145]
column-5 [642, 34, 788, 1432]
paragraph: "I am Constance Sterling," I retorted, satisfied that nothing short of the heroic treatment would avail with this woman; "and if I do not mistake, I think you know very well why I come here." [642, 242, 788, 273]
paragraph: Jottrat, very pale, and with his arm in a sling, was listening to them, and at times trying to smile, but the deep sadness imprinted on his face would never be entirely removed, his grief being one of those that time can never cure. [174, 272, 320, 310]
paragraph: hoping to escape from it, when Providence brought me within reach of his arm. He might have escaped, but he chose to save me, and God will reward him for it. [330, 34, 476, 64]
paragraph: "There are two women instead of one who know your enmity and purpose," I retorted. [642, 697, 788, 712]
masthead [18, 6, 1096, 28]
paragraph: Sartilly shook his head, and fell into a deep reverie. [182, 451, 318, 459]
paragraph: The Captain, tightly buttoned in his most brilliant uniform, filled his position glori- [330, 1055, 476, 1071]
paragraph: "I will explain myself," I returned, wondering, as I saw her cheeks pale and her eyes smite strange and fitful sparks, if I exerted any such influence over her as she did over me. "I am a friend of Mr Pollard's, I came here. I told this, because this is not the first time we have met, nor am I the first one who has presumed to address the youth in a tone that is a sensible expression if I may say so. I came here this time, that I only sounded like a menace. The idiot boy—" [642, 324, 788, 392]
paragraph: It resulted, from the disappearance of all the accused persons in this drama, that the police itself had a very imperfect knowledge of it. The death of Mrs Georgina was supposed to be a suicide, caused by a malady of the spleen, an especially English illness; and, after a short inquest, nothing more was thought of the governess and her tragic death. As to M. de Noreff, he had evidently left his house in the rue Varenne to take a long journey through Russia, and the sanity bench at Tombalaine told its tales and that, after a succession of providential events, three men alone possessed the secret of the terrible secret of so many catastrophes. [174, 123, 320, 220]
paragraph: "Were you at the mill?" she suddenly asked, after a moment of silent communion with her own doubts and fears. [642, 712, 788, 735]
paragraph: "So my labour was not entirely wasted!" she cried. "You saw—" [642, 622, 788, 638]
paragraph: I must have lifted my head at this, for she paused and gave me a curious look. [642, 1055, 788, 1070]
story-text [18, 168, 164, 1077]
chapter-heading: CHAPTER XIX. [376, 320, 430, 329]
paragraph: "What?" came from between her set teeth, and she gave a spring that brought her close to my side. "You would hate him, if I proved to you that he and his brothers and his mother were the planners, if not the executors, of Mr Barrows' death." [798, 488, 944, 526]
paragraph: "I am not alluding to your brother," I declared, meeting her eyes with a look steady as her own, and I hope more open. [642, 414, 788, 437]
